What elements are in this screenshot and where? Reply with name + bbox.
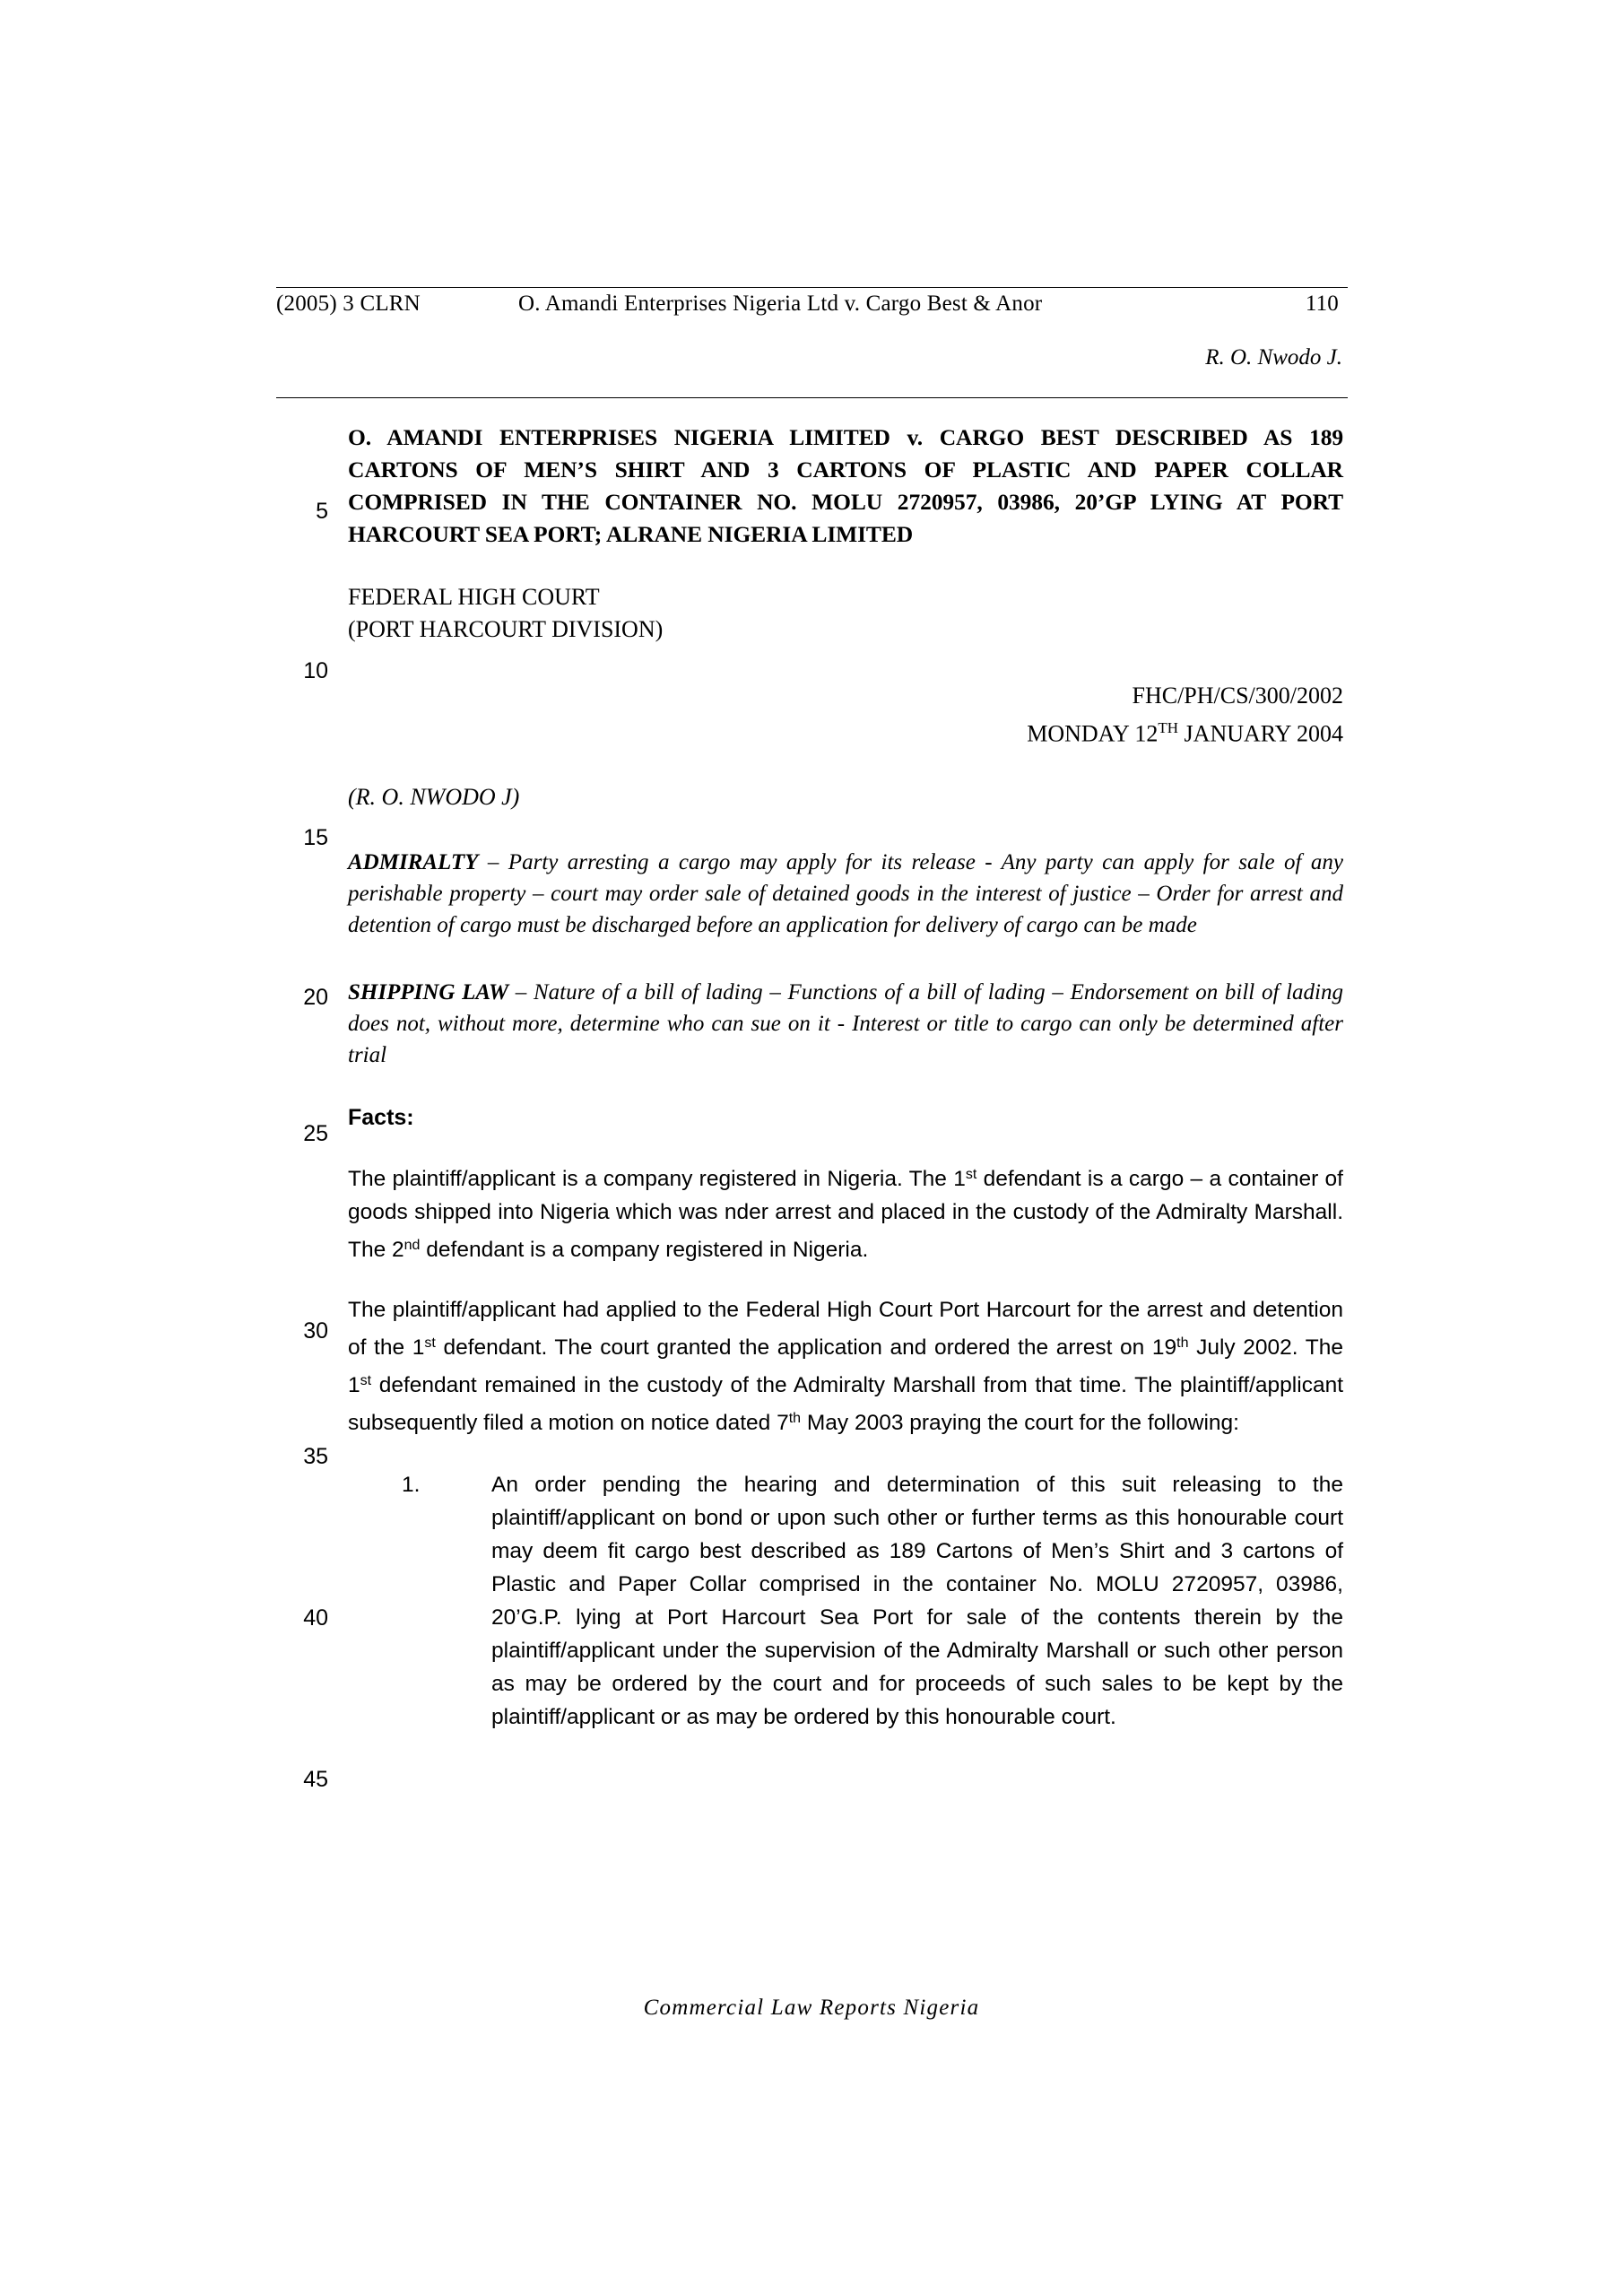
prayer-item-1-text: An order pending the hearing and determination of this suit releasing to the plaintiff/applicant on bond or upon such other or further terms as this honourable court may deem fit cargo best described as 189 Cartons of Men’s Shirt and 3 cartons of Plastic and Paper Collar comprised in the container No. MOLU 2720957, 03986, 20’G.P. lying at Port Harcourt Sea Port for sale of the contents therein by the plaintiff/applicant under the supervision of the Admiralty Marshall or such other person as may be ordered by the court and for proceeds of such sales to be kept by the plaintiff/applicant or as may be ordered by this honourable court. xyxy=(491,1473,1343,1730)
court-block xyxy=(348,581,1343,646)
facts-heading: Facts: xyxy=(348,1105,414,1131)
line-number: 15 xyxy=(303,825,328,850)
line-number: 20 xyxy=(303,985,328,1010)
facts-p2-sup4: th xyxy=(788,1411,802,1427)
facts-p2-part5: May 2003 praying the court for the following: xyxy=(801,1411,1239,1436)
page-number: 110 xyxy=(1305,291,1339,316)
page-footer: Commercial Law Reports Nigeria xyxy=(643,1996,980,2020)
header-rule-top xyxy=(276,287,1348,288)
facts-p2-part2: defendant. The court granted the application and ordered the arrest on 19 xyxy=(435,1335,1177,1361)
header-rule-bottom xyxy=(276,397,1348,398)
line-number: 25 xyxy=(303,1121,328,1146)
line-number: 30 xyxy=(303,1318,328,1344)
line-number: 35 xyxy=(303,1444,328,1469)
facts-paragraph-2 xyxy=(348,1293,1343,1439)
facts-p1-sup2: nd xyxy=(404,1238,421,1254)
judgment-date-suffix: JANUARY 2004 xyxy=(1178,720,1343,747)
facts-p1-part3: defendant is a company registered in Nigeria. xyxy=(420,1238,869,1263)
prayer-item-1-marker: 1. xyxy=(402,1473,421,1498)
facts-p2-sup2: th xyxy=(1176,1335,1189,1352)
facts-p1-part2: defendant is a cargo – a container of goods shipped into Nigeria which was nder arrest and placed in the custody of the Admiralty Marshall. The 2 xyxy=(348,1167,1343,1263)
headnote-admiralty xyxy=(348,847,1343,941)
facts-p2-part3: July 2002. The 1 xyxy=(348,1335,1344,1398)
case-short-title: O. Amandi Enterprises Nigeria Ltd v. Cargo Best & Anor xyxy=(518,291,1043,316)
facts-p2-part4: defendant remained in the custody of the Admiralty Marshall from that time. The plaintiff/applicant subsequently filed a motion on notice dated 7 xyxy=(348,1373,1343,1436)
facts-p1-part1: The plaintiff/applicant is a company registered in Nigeria. The 1 xyxy=(348,1167,966,1192)
facts-p2-sup3: st xyxy=(360,1373,372,1389)
suit-and-date-block xyxy=(348,680,1343,750)
judgment-date-prefix: MONDAY 12 xyxy=(1027,720,1159,747)
court-division: (PORT HARCOURT DIVISION) xyxy=(348,616,664,642)
document-body-column xyxy=(348,422,1343,1734)
line-number: 45 xyxy=(303,1767,328,1792)
court-name: FEDERAL HIGH COURT xyxy=(348,584,600,610)
headnote-admiralty-topic: ADMIRALTY xyxy=(348,850,479,875)
judge-name-header: R. O. Nwodo J. xyxy=(1205,345,1342,370)
judgment-date-ordinal: TH xyxy=(1158,719,1179,736)
facts-p2-sup1: st xyxy=(424,1335,436,1352)
citation-text: (2005) 3 CLRN xyxy=(276,291,421,316)
prayer-item-1 xyxy=(348,1468,1343,1734)
headnote-shipping-law xyxy=(348,977,1343,1071)
headnote-admiralty-text: – Party arresting a cargo may apply for its release - Any party can apply for sale of any perishable property – court may order sale of detained goods in the interest of justice – Order for arrest and detention of cargo must be discharged before an application for delivery of cargo can be made xyxy=(348,850,1343,938)
suit-number: FHC/PH/CS/300/2002 xyxy=(1132,683,1343,709)
presiding-judge: (R. O. NWODO J) xyxy=(348,784,520,811)
judgment-date xyxy=(348,712,1343,750)
line-number: 40 xyxy=(303,1605,328,1631)
headnote-shipping-law-topic: SHIPPING LAW xyxy=(348,980,509,1005)
facts-p1-sup1: st xyxy=(965,1167,977,1183)
line-number: 5 xyxy=(316,499,328,524)
headnote-shipping-law-text: – Nature of a bill of lading – Functions of a bill of lading – Endorsement on bill of lading does not, without more, determine who can sue on it - Interest or title to cargo can only be determined after trial xyxy=(348,980,1343,1068)
facts-paragraph-1 xyxy=(348,1158,1343,1266)
facts-p2-part1: The plaintiff/applicant had applied to the Federal High Court Port Harcourt for the arrest and detention of the 1 xyxy=(348,1298,1343,1361)
case-full-title: O. AMANDI ENTERPRISES NIGERIA LIMITED v. CARGO BEST DESCRIBED AS 189 CARTONS OF MEN’S SHIRT AND 3 CARTONS OF PLASTIC AND PAPER COLLAR COMPRISED IN THE CONTAINER NO. MOLU 2720957, 03986, 20’GP LYING AT PORT HARCOURT SEA PORT; ALRANE NIGERIA LIMITED xyxy=(348,424,1343,547)
line-number: 10 xyxy=(303,658,328,683)
